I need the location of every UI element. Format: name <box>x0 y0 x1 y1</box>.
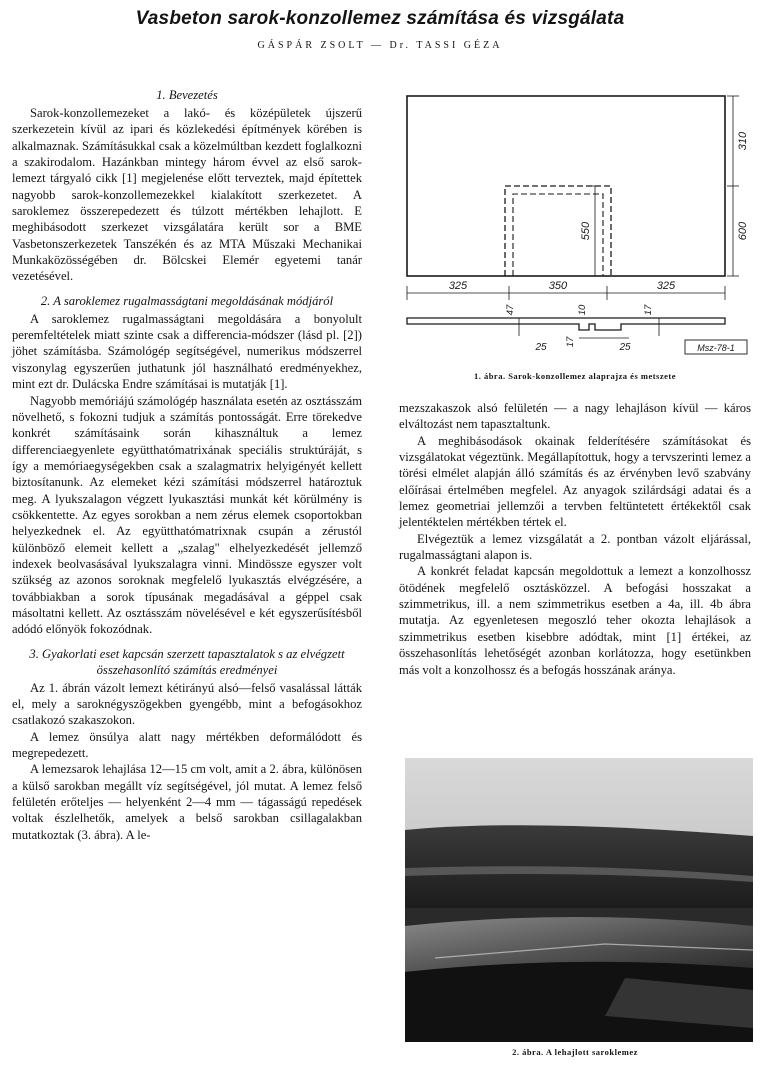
dim-550: 550 <box>580 221 592 241</box>
paragraph: A konkrét feladat kapcsán megoldottuk a lemezt a konzolhossz ötödének megfelelő osztásközzel. A befogási hosszakat a szimmetrikus, ill. a nem szimmetrikus esetben a 4a, ill. 4b ábra mutatja. Az egyenletesen megoszló teher okozta lehajlások a szimmetrikus esetben kisebbre adódtak, mint [1] értékei, az összehasonlítás lehetőségét azonban korlátozza, hogy esetünkben más volt a konzolhossz és a befogás hosszának aránya. <box>399 564 751 677</box>
figure-1-drawing <box>399 88 751 368</box>
paragraph: Az 1. ábrán vázolt lemezt kétirányú alsó—felső vasalással látták el, mely a saroknégyszögekben gyengébb, mint a befogásokhoz csatlakozó szakaszokon. <box>12 680 362 728</box>
section-1-heading: 1. Bevezetés <box>156 88 218 102</box>
paragraph: Nagyobb memóriájú számológép használata esetén az osztásszám növelhető, s fokozni tudjuk a számítás pontosságát. Erre törekedve konkrét számításaink során kihasználtuk a lemez differenciaegyenlete együtthatómatrixának speciális struktúráját, s így a memóriaegységekben csak a szalagmatrix helyigényét kellett biztosítanunk. Az elemeket kézi számítási módszerrel határoztuk meg. A lyukszalagon végzett lyukasztási munkát két körülmény is csökkentette. Az egyes sorokban a nem zérus elemek csoportokban helyezkednek el. Az együtthatómatrixnak csupán a zérustól különböző elemeit kellett a „szalag" elhelyezkedését jellemző indexek beolvasásával lyukszalagra vinni. Mindössze egyszer volt szükség az azonos soroknak megfelelő lyukasztás elvégzésére, a továbbiakban a sorok típusának megadásával a géppel csak másoltatni kellett. Az osztásszám növelésével e két egyszerűsítésből adódó előnyök fokozódnak. <box>12 393 362 637</box>
paragraph: A lemezsarok lehajlása 12—15 cm volt, amit a 2. ábra, különösen a külső sarokban megállt víz segítségével, jól mutat. A lemez felső felületén erőteljes — helyenként 2—4 mm — tágasságú repedések voltak észlelhetők, amelyek a belső sarokban csillagalakban mutatkoztak (3. ábra). A le- <box>12 762 362 842</box>
right-column <box>399 400 751 678</box>
figure-2-photo <box>405 758 753 1042</box>
figure-2-caption: 2. ábra. A lehajlott saroklemez <box>512 1047 638 1057</box>
dim-25-right: 25 <box>619 342 631 353</box>
section-3-heading: 3. Gyakorlati eset kapcsán szerzett tapasztalatok s az elvégzett összehasonlító számítás eredményei <box>29 646 345 677</box>
stamp-label: Msz-78-1 <box>697 343 735 353</box>
dim-10: 10 <box>577 304 588 316</box>
dim-47: 47 <box>505 304 516 316</box>
section-2-heading: 2. A saroklemez rugalmasságtani megoldásának módjáról <box>40 293 334 308</box>
dim-17-left: 17 <box>565 336 576 348</box>
article-authors: GÁSPÁR ZSOLT — Dr. TASSI GÉZA <box>257 40 503 51</box>
paragraph: mezszakaszok alsó felületén — a nagy lehajláson kívül — káros elváltozást nem tapasztaltunk. <box>399 401 751 432</box>
dim-25-left: 25 <box>535 342 547 353</box>
left-column <box>12 87 362 843</box>
dim-310: 310 <box>737 131 749 151</box>
dim-325-right: 325 <box>656 280 676 292</box>
paragraph: A lemez önsúlya alatt nagy mértékben deformálódott és megrepedezett. <box>12 729 362 761</box>
slab-outline <box>407 96 725 276</box>
section-profile <box>407 318 725 330</box>
figure-1-caption: 1. ábra. Sarok-konzollemez alaprajza és metszete <box>473 371 677 381</box>
dim-325-left: 325 <box>448 280 468 292</box>
paragraph: Sarok-konzollemezeket a lakó- és középületek újszerű szerkezetein kívül az ipari és közlekedési építmények körében is alkalmaznak. Számításukkal csak a közelmúltban kezdett foglalkozni a szakirodalom. Hazánkban mintegy három évvel az első sarok-lemezt tárgyaló cikk [1] megjelenése előtt terveztek, majd építettek nagyobb sarok-konzollemezekkel kialakított szerkezetet. A saroklemez összerepedezett és túlzott mértékben lehajlott. E meghibásodott szerkezet vizsgálatára került sor a BME Vasbetonszerkezetek Tanszékén és az MTA Műszaki Mechanikai Munkaközösségében dr. Bölcskei Elemér egyetemi tanár vezetésével. <box>12 106 362 284</box>
dim-17-right: 17 <box>643 304 654 316</box>
paragraph: A saroklemez rugalmasságtani megoldására a bonyolult peremfeltételek miatt szinte csak a differencia-módszer (lásd pl. [2]) jöhet számításba. Számológép segítségével, numerikus módszerrel viszonylag egyszerűen juthatunk jól használható eredményekhez, mint ezt dr. Dulácska Endre számításai is mutatják [1]. <box>12 311 362 392</box>
dim-600: 600 <box>737 221 749 241</box>
dim-350: 350 <box>548 280 568 292</box>
paragraph: A meghibásodások okainak felderítésére számításokat és vizsgálatokat végeztünk. Megállapítottuk, hogy a tervszerinti lemez a törési elmélet alapján álló számítás és az érvényben levő szabvány előírásai értelmében megfelel. Az anyagok szilárdsági adatai és a lemez geometriai jellemzői a tervben feltüntetett értékektől csak jelentéktelen mértékben tértek el. <box>399 433 751 530</box>
article-title: Vasbeton sarok-konzollemez számítása és vizsgálata <box>135 8 625 29</box>
paragraph: Elvégeztük a lemez vizsgálatát a 2. pontban vázolt eljárással, rugalmasságtani alapon is. <box>399 531 751 563</box>
